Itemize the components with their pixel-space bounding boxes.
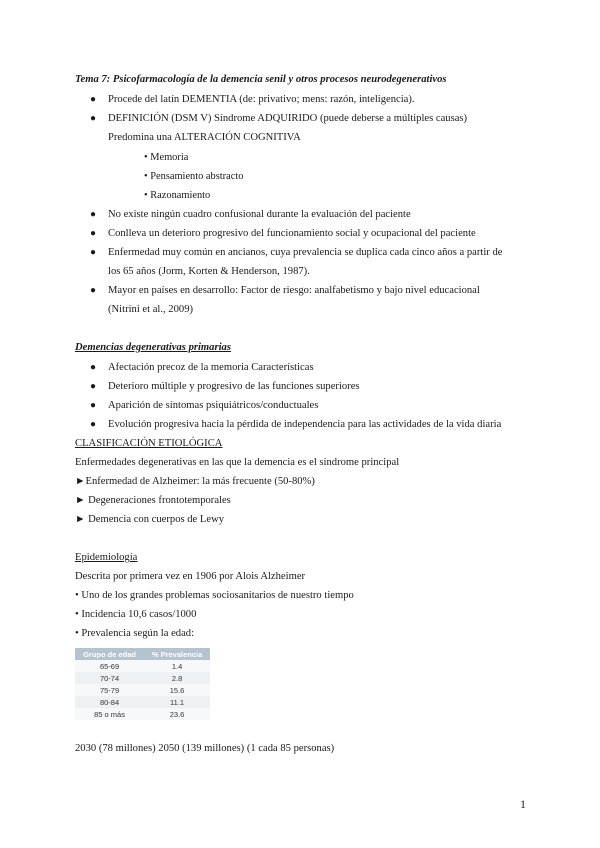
section-heading-epidemiologia: Epidemiología	[75, 552, 138, 563]
bullet-icon: ●	[90, 209, 97, 220]
intro-bullet-6-line2: (Nitrini et al., 2009)	[108, 304, 194, 315]
table-cell: 11.1	[144, 696, 210, 708]
table-header-cell: % Prevalencia	[144, 648, 210, 660]
bullet-icon: ●	[90, 285, 97, 296]
sub-item-memoria: • Memoria	[144, 152, 189, 163]
table-cell: 1.4	[144, 660, 210, 672]
clasificacion-item-3: ► Demencia con cuerpos de Lewy	[75, 514, 225, 525]
primarias-bullet-1: Afectación precoz de la memoria Características	[108, 362, 314, 373]
epidemiologia-line-4: • Prevalencia según la edad:	[75, 628, 195, 639]
table-row	[75, 696, 210, 708]
table-cell: 15.6	[144, 684, 210, 696]
epidemiologia-line-3: • Incidencia 10,6 casos/1000	[75, 609, 197, 620]
section-heading-clasificacion: CLASIFICACIÓN ETIOLÓGICA	[75, 438, 223, 449]
table-row	[75, 708, 210, 720]
bullet-icon: ●	[90, 94, 97, 105]
epidemiologia-line-2: • Uno de los grandes problemas sociosanitarios de nuestro tiempo	[75, 590, 354, 601]
intro-bullet-1: Procede del latín DEMENTIA (de: privativo; mens: razón, inteligencia).	[108, 94, 415, 105]
section-heading-primarias: Demencias degenerativas primarias	[75, 342, 231, 353]
table-row	[75, 684, 210, 696]
table-cell: 75-79	[75, 684, 144, 696]
sub-item-pensamiento: • Pensamiento abstracto	[144, 171, 244, 182]
clasificacion-item-2: ► Degeneraciones frontotemporales	[75, 495, 231, 506]
bullet-icon: ●	[90, 381, 97, 392]
table-row	[75, 672, 210, 684]
bullet-icon: ●	[90, 400, 97, 411]
intro-bullet-6-line1: Mayor en países en desarrollo: Factor de riesgo: analfabetismo y bajo nivel educacional	[108, 285, 480, 296]
bullet-icon: ●	[90, 419, 97, 430]
intro-bullet-4: Conlleva un deterioro progresivo del funcionamiento social y ocupacional del paciente	[108, 228, 476, 239]
table-cell: 65-69	[75, 660, 144, 672]
intro-bullet-3: No existe ningún cuadro confusional durante la evaluación del paciente	[108, 209, 411, 220]
table-header-cell: Grupo de edad	[75, 648, 144, 660]
intro-bullet-2-line1: DEFINICIÓN (DSM V) Síndrome ADQUIRIDO (puede deberse a múltiples causas)	[108, 113, 468, 124]
table-row	[75, 660, 210, 672]
bullet-icon: ●	[90, 228, 97, 239]
bullet-icon: ●	[90, 247, 97, 258]
primarias-bullet-4: Evolución progresiva hacia la pérdida de independencia para las actividades de la vida diaria	[108, 419, 502, 430]
epidemiologia-line-1: Descrita por primera vez en 1906 por Alois Alzheimer	[75, 571, 306, 582]
clasificacion-item-1: ►Enfermedad de Alzheimer: la más frecuente (50-80%)	[75, 476, 315, 487]
intro-bullet-5-line2: los 65 años (Jorm, Korten & Henderson, 1987).	[108, 266, 310, 277]
page-title: Tema 7: Psicofarmacología de la demencia senil y otros procesos neurodegenerativos	[75, 74, 447, 85]
epidemiologia-projection: 2030 (78 millones) 2050 (139 millones) (1 cada 85 personas)	[75, 743, 335, 754]
table-cell: 80-84	[75, 696, 144, 708]
sub-item-razonamiento: • Razonamiento	[144, 190, 211, 201]
table-header-row	[75, 648, 210, 660]
primarias-bullet-3: Aparición de síntomas psiquiátricos/conductuales	[108, 400, 319, 411]
clasificacion-intro: Enfermedades degenerativas en las que la demencia es el síndrome principal	[75, 457, 400, 468]
table-cell: 23.6	[144, 708, 210, 720]
intro-bullet-2-line2: Predomina una ALTERACIÓN COGNITIVA	[108, 132, 301, 143]
prevalence-table	[75, 648, 210, 720]
page-number: 1	[520, 797, 526, 811]
table-cell: 2.8	[144, 672, 210, 684]
intro-bullet-5-line1: Enfermedad muy común en ancianos, cuya prevalencia se duplica cada cinco años a partir de	[108, 247, 503, 258]
table-cell: 70-74	[75, 672, 144, 684]
table-cell: 85 o más	[75, 708, 144, 720]
primarias-bullet-2: Deterioro múltiple y progresivo de las funciones superiores	[108, 381, 360, 392]
bullet-icon: ●	[90, 362, 97, 373]
bullet-icon: ●	[90, 113, 97, 124]
